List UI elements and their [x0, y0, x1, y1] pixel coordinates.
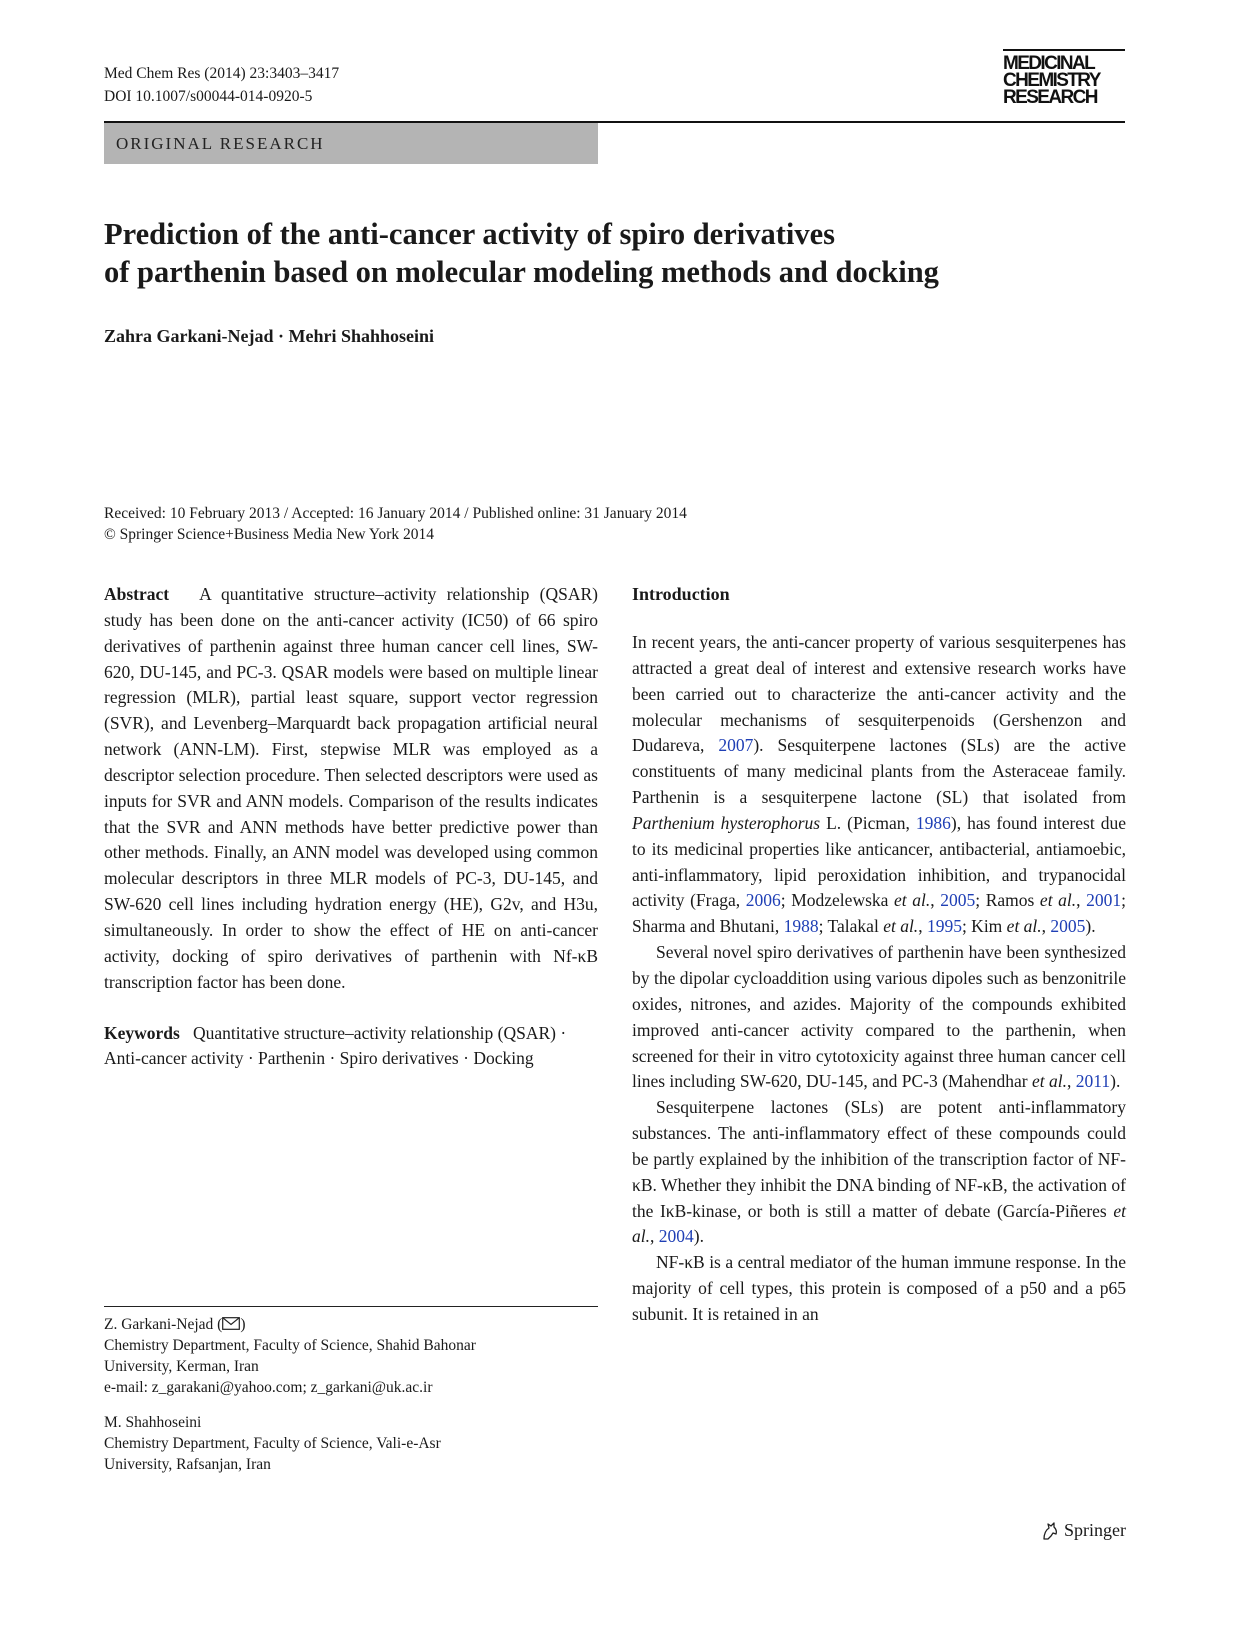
author1-name-end: ) — [240, 1316, 246, 1333]
dates-line: Received: 10 February 2013 / Accepted: 16 January 2014 / Published online: 31 January 2014 — [104, 505, 687, 522]
introduction-heading: Introduction — [632, 584, 730, 604]
title-line-2: of parthenin based on molecular modeling methods and docking — [104, 255, 939, 289]
text-run: In recent years, the anti-cancer property of various sesquiterpenes has attracted a great deal of interest and extensive research works have been carried out to characterize the anti-cancer activity and the molecular mechanisms of sesquiterpenoids (Gershenzon and Dudareva, — [632, 632, 1126, 756]
keywords — [104, 1021, 598, 1073]
left-column — [104, 582, 598, 1072]
springer-horse-icon — [1040, 1521, 1060, 1541]
doi: DOI 10.1007/s00044-014-0920-5 — [104, 88, 313, 105]
envelope-icon[interactable] — [222, 1317, 240, 1330]
publisher-footer — [1040, 1520, 1126, 1541]
text-run: ). — [693, 1226, 704, 1247]
text-run: ; Talakal — [818, 916, 884, 937]
text-run: ; Modzelewska — [780, 890, 895, 911]
logo-line-1: MEDICINAL — [1003, 53, 1095, 74]
intro-paragraph-1 — [632, 630, 1126, 940]
author2-name: M. Shahhoseini — [104, 1414, 202, 1431]
et-al: et al. — [1032, 1071, 1068, 1092]
text-run: ), has found interest due to its medicinal properties like anticancer, antibacterial, antiamoebic, anti-inflammatory, lipid peroxidation inhibition, and trypanocidal activity (Fraga, — [632, 812, 1126, 911]
right-column — [632, 582, 1126, 1328]
section-label: ORIGINAL RESEARCH — [104, 123, 598, 164]
intro-paragraph-2 — [632, 940, 1126, 1095]
text-run: Several novel spiro derivatives of parthenin have been synthesized by the dipolar cycloaddition using various dipoles such as benzonitrile oxides, nitrones, and azides. Majority of the compounds exhibited improved anti-cancer activity compared to the parthenin, when screened for their in vitro cytotoxicity against three human cancer cell lines including SW-620, DU-145, and PC-3 (Mahendhar — [632, 942, 1126, 1092]
publication-dates — [104, 503, 687, 545]
citation-link[interactable]: 1995 — [926, 916, 962, 937]
text-run: , — [650, 1226, 659, 1247]
citation-link[interactable]: 2006 — [745, 890, 781, 911]
citation-link[interactable]: 1986 — [915, 812, 951, 833]
keywords-text: Quantitative structure–activity relationship (QSAR) · Anti-cancer activity · Parthenin · Spiro derivatives · Docking — [104, 1022, 567, 1069]
citation-link[interactable]: 1988 — [783, 916, 819, 937]
publisher-name: Springer — [1064, 1520, 1126, 1540]
abstract-label: Abstract — [104, 584, 170, 604]
citation-link[interactable]: 2005 — [1050, 916, 1086, 937]
journal-logo — [1003, 55, 1125, 106]
abstract-text: A quantitative structure–activity relationship (QSAR) study has been done on the anti-cancer activity (IC50) of 66 spiro derivatives of parthenin against three human cancer cell lines, SW-620, DU-145, and PC-3. QSAR models were based on multiple linear regression (MLR), partial least square, support vector regression (SVR), and Levenberg–Marquardt back propagation artificial neural network (ANN-LM). First, stepwise MLR was employed as a descriptor selection procedure. Then selected descriptors were used as inputs for SVR and ANN models. Comparison of the results indicates that the SVR and ANN methods have better predictive power than other methods. Finally, an ANN model was developed using common molecular descriptors in three MLR models of PC-3, DU-145, and SW-620 cell lines including hydration energy (HE), G2v, and H3u, simultaneously. In order to show the effect of HE on anti-cancer activity, docking of spiro derivatives of parthenin with Nf-κB transcription factor has been done. — [104, 584, 598, 992]
author2-affiliation-1: Chemistry Department, Faculty of Science, Vali-e-Asr — [104, 1435, 441, 1452]
species-name: Parthenium hysterophorus — [632, 812, 821, 833]
intro-paragraph-3 — [632, 1095, 1126, 1250]
text-run: , — [930, 890, 941, 911]
text-run: Sesquiterpene lactones (SLs) are potent anti-inflammatory substances. The anti-inflammatory effect of these compounds could be partly explained by the inhibition of the transcription factor of NF-κB. Whether they inhibit the DNA binding of NF-κB, the activation of the IκB-kinase, or both is still a matter of debate (García-Piñeres — [632, 1097, 1126, 1221]
text-run: ). — [1085, 916, 1096, 937]
text-run: , — [1041, 916, 1051, 937]
author2-footnote — [104, 1412, 598, 1475]
et-al: et al. — [883, 916, 919, 937]
footnote-rule — [104, 1306, 598, 1307]
abstract — [104, 582, 598, 996]
text-run: ; Ramos — [975, 890, 1040, 911]
author1-name: Z. Garkani-Nejad ( — [104, 1316, 223, 1333]
author1-affiliation-1: Chemistry Department, Faculty of Science, Shahid Bahonar — [104, 1337, 476, 1354]
citation-link[interactable]: 2001 — [1086, 890, 1122, 911]
author2-affiliation-2: University, Rafsanjan, Iran — [104, 1456, 271, 1473]
journal-reference — [104, 62, 339, 108]
author1-email[interactable]: e-mail: z_garakani@yahoo.com; z_garkani@uk.ac.ir — [104, 1379, 433, 1396]
keywords-label: Keywords — [104, 1022, 180, 1043]
et-al: et al. — [632, 1200, 1126, 1247]
logo-line-2: CHEMISTRY — [1003, 70, 1100, 91]
text-run: , — [1067, 1071, 1076, 1092]
logo-bar — [1003, 49, 1125, 51]
citation-link[interactable]: 2011 — [1075, 1071, 1111, 1092]
text-run: ; Kim — [961, 916, 1007, 937]
text-run: L. (Picman, — [820, 812, 916, 833]
citation-link[interactable]: 2004 — [658, 1226, 694, 1247]
journal-citation: Med Chem Res (2014) 23:3403–3417 — [104, 65, 340, 82]
text-run: ). Sesquiterpene lactones (SLs) are the active constituents of many medicinal plants from the Asteraceae family. Parthenin is a sesquiterpene lactone (SL) that isolated from — [632, 735, 1126, 808]
text-run: , — [1076, 890, 1087, 911]
text-run: , — [918, 916, 927, 937]
logo-line-3: RESEARCH — [1003, 87, 1097, 108]
authors: Zahra Garkani-Nejad · Mehri Shahhoseini — [104, 326, 435, 346]
et-al: et al. — [1006, 916, 1042, 937]
author1-footnote — [104, 1314, 598, 1398]
author1-affiliation-2: University, Kerman, Iran — [104, 1358, 259, 1375]
et-al: et al. — [1039, 890, 1077, 911]
citation-link[interactable]: 2007 — [718, 735, 754, 756]
author-footnotes — [104, 1314, 598, 1489]
copyright-line: © Springer Science+Business Media New York 2014 — [104, 526, 435, 543]
citation-link[interactable]: 2005 — [940, 890, 976, 911]
et-al: et al. — [894, 890, 931, 911]
text-run: ). — [1110, 1071, 1121, 1092]
text-run: ; Sharma and Bhutani, — [632, 890, 1127, 937]
title-line-1: Prediction of the anti-cancer activity of spiro derivatives — [104, 217, 836, 251]
author1-name-line — [104, 1314, 598, 1335]
intro-paragraph-4: NF-κB is a central mediator of the human immune response. In the majority of cell types, this protein is composed of a p50 and a p65 subunit. It is retained in an — [632, 1252, 1126, 1324]
paper-title — [104, 215, 1104, 291]
